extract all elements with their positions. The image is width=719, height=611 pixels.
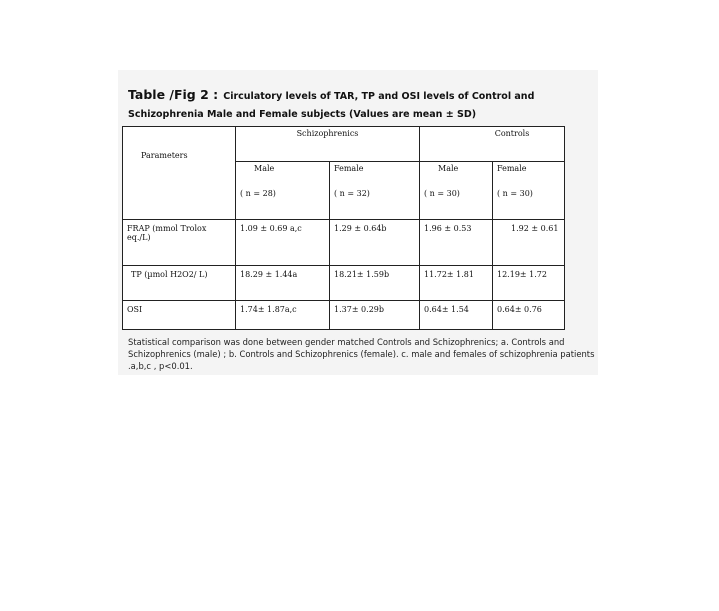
row-label: FRAP (mmol Trolox eq./L)	[123, 220, 236, 266]
value-cell: 11.72± 1.81	[420, 266, 493, 301]
subheader-cell: Male ( n = 30)	[420, 162, 493, 220]
caption-text: Circulatory levels of TAR, TP and OSI levels of Control and Schizophrenia Male and Female subjects (Values are mean ± SD)	[128, 91, 535, 120]
footnote: Statistical comparison was done between gender matched Controls and Schizophrenics; a. Controls and Schizophrenics (male) ; b. Controls and Schizophrenics (female). c. male and females of schizophrenia patients .a,b,c , p<0.01.	[128, 337, 595, 371]
table-row	[123, 266, 565, 301]
table-row	[123, 301, 565, 330]
value-cell: 1.37± 0.29b	[330, 301, 420, 330]
value-cell: 12.19± 1.72	[493, 266, 565, 301]
subheader-cell: Female ( n = 32)	[330, 162, 420, 220]
table-row	[123, 220, 565, 266]
value-cell: 1.92 ± 0.61	[493, 220, 565, 266]
table-caption	[128, 86, 598, 122]
subheader-cell: Male ( n = 28)	[236, 162, 330, 220]
subheader-cell: Female ( n = 30)	[493, 162, 565, 220]
group-header-controls: Controls	[420, 127, 565, 162]
value-cell: 0.64± 1.54	[420, 301, 493, 330]
value-cell: 1.29 ± 0.64b	[330, 220, 420, 266]
results-table	[122, 126, 565, 330]
value-cell: 1.09 ± 0.69 a,c	[236, 220, 330, 266]
group-header-schizophrenics: Schizophrenics	[236, 127, 420, 162]
value-cell: 1.74± 1.87a,c	[236, 301, 330, 330]
value-cell: 1.96 ± 0.53	[420, 220, 493, 266]
row-label: OSI	[123, 301, 236, 330]
parameters-header: Parameters	[123, 127, 236, 220]
value-cell: 0.64± 0.76	[493, 301, 565, 330]
caption-lead: Table /Fig 2 :	[128, 87, 219, 102]
value-cell: 18.29 ± 1.44a	[236, 266, 330, 301]
row-label: TP (µmol H2O2/ L)	[123, 266, 236, 301]
value-cell: 18.21± 1.59b	[330, 266, 420, 301]
